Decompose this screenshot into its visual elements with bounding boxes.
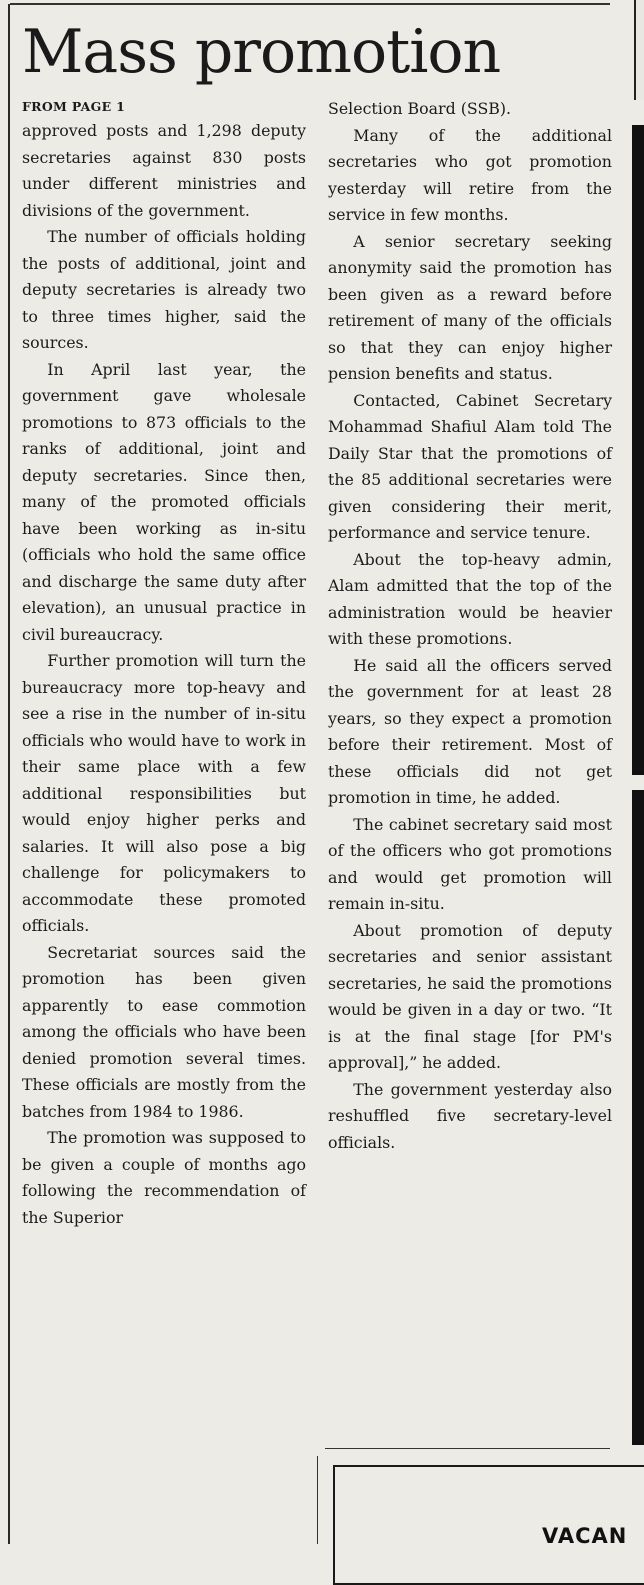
- left-column-rule: [8, 4, 10, 1544]
- adjacent-page-edge-top: [634, 0, 644, 100]
- article-column-1: [22, 96, 306, 1231]
- paragraph: approved posts and 1,298 deputy secretaries against 830 posts under different ministries and divisions of the government.: [22, 121, 306, 220]
- column-divider: [317, 1456, 318, 1544]
- adjacent-page-edge-bar: [632, 790, 644, 1445]
- paragraph: In April last year, the government gave wholesale promotions to 873 officials to the ranks of additional, joint and deputy secretaries. Since then, many of the promoted officials have been working as in-situ (officials who hold the same office and discharge the same duty after elevation), an unusual practice in civil bureaucracy.: [22, 359, 306, 644]
- headline: Mass promotion: [22, 17, 501, 87]
- paragraph: Further promotion will turn the bureaucracy more top-heavy and see a rise in the number of in-situ officials who would have to work in their same place with a few additional responsibilities but would enjoy higher perks and salaries. It will also pose a big challenge for policymakers to accommodate these promoted officials.: [22, 651, 306, 935]
- paragraph: He said all the officers served the government for at least 28 years, so they expect a promotion before their retirement. Most of these officials did not get promotion in time, he added.: [328, 655, 612, 807]
- paragraph: Many of the additional secretaries who got promotion yesterday will retire from the service in few months.: [328, 125, 612, 224]
- adjacent-page-edge-bar: [632, 125, 644, 775]
- paragraph: About the top-heavy admin, Alam admitted that the top of the administration would be heavier with these promotions.: [328, 549, 612, 648]
- paragraph: A senior secretary seeking anonymity said the promotion has been given as a reward before retirement of many of the officials so that they can enjoy higher pension benefits and status.: [328, 231, 612, 383]
- jump-label: FROM PAGE 1: [22, 99, 126, 114]
- article-column-2: [328, 96, 612, 1156]
- paragraph: Contacted, Cabinet Secretary Mohammad Shafiul Alam told The Daily Star that the promotions of the 85 additional secretaries were given considering their merit, performance and service tenure.: [328, 390, 612, 542]
- article-end-rule: [325, 1448, 610, 1449]
- paragraph: The cabinet secretary said most of the officers who got promotions and would get promotion will remain in-situ.: [328, 814, 612, 913]
- paragraph: About promotion of deputy secretaries and senior assistant secretaries, he said the promotions would be given in a day or two. “It is at the final stage [for PM's approval],” he added.: [328, 920, 612, 1072]
- paragraph: The number of officials holding the posts of additional, joint and deputy secretaries is already two to three times higher, said the sources.: [22, 227, 306, 352]
- top-rule: [10, 3, 610, 5]
- paragraph: The promotion was supposed to be given a couple of months ago following the recommendation of the Superior: [22, 1128, 306, 1227]
- paragraph: The government yesterday also reshuffled five secretary-level officials.: [328, 1079, 612, 1152]
- paragraph: Secretariat sources said the promotion has been given apparently to ease commotion among the officials who have been denied promotion several times. These officials are mostly from the batches from 1984 to 1986.: [22, 942, 306, 1121]
- adjacent-ad-heading: VACAN: [542, 1524, 628, 1548]
- paragraph: Selection Board (SSB).: [328, 99, 512, 118]
